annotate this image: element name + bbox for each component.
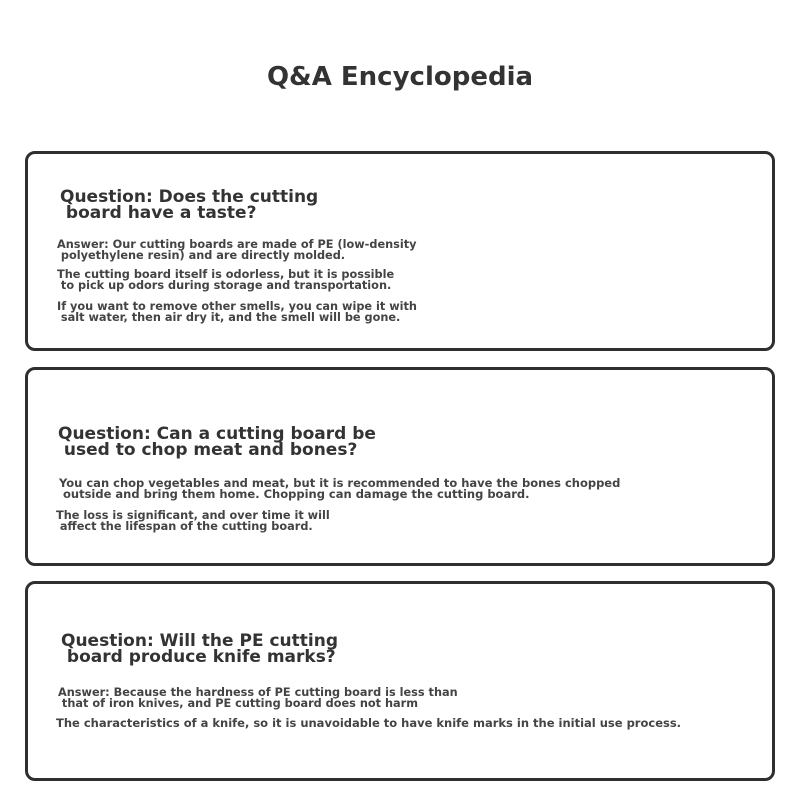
page-title: Q&A Encyclopedia: [266, 62, 534, 92]
faq-answer: The cutting board itself is odorless, but it is possible to pick up odors during storage and transportation.: [57, 268, 395, 292]
faq-answer: You can chop vegetables and meat, but it is recommended to have the bones chopped outside and bring them home. Chopping can damage the cutting board.: [59, 476, 621, 501]
faq-card: [25, 581, 775, 781]
faq-card: [25, 151, 775, 351]
faq-answer: The loss is significant, and over time it will affect the lifespan of the cutting board.: [56, 509, 330, 533]
faq-question: Question: Can a cutting board be used to chop meat and bones?: [58, 424, 376, 460]
faq-answer: The characteristics of a knife, so it is unavoidable to have knife marks in the initial use process.: [56, 716, 682, 730]
faq-card: [25, 367, 775, 566]
faq-answer: Answer: Because the hardness of PE cutting board is less than that of iron knives, and PE cutting board does not harm: [58, 686, 458, 710]
faq-question: Question: Does the cutting board have a taste?: [60, 187, 319, 223]
faq-answer: Answer: Our cutting boards are made of PE (low-density polyethylene resin) and are directly molded.: [57, 238, 417, 262]
faq-answer: If you want to remove other smells, you can wipe it with salt water, then air dry it, and the smell will be gone.: [57, 300, 417, 324]
faq-question: Question: Will the PE cutting board produce knife marks?: [61, 631, 339, 667]
